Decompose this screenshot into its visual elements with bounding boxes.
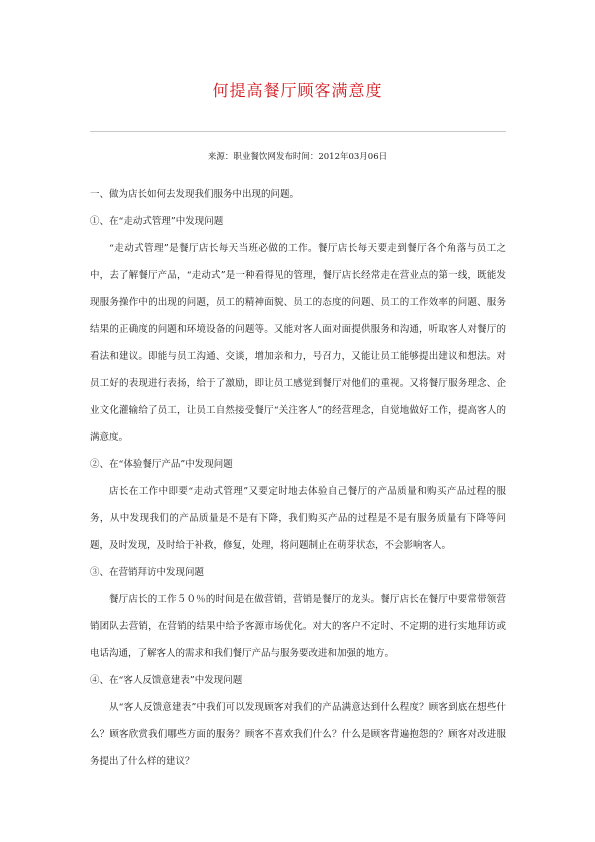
document-body [90,181,506,775]
subsection-heading: ②、在“体验餐厅产品”中发现问题 [90,459,233,470]
subsection-heading: ③、在营销拜访中发现问题 [90,567,205,578]
page-title: 何提高餐厅顾客满意度 [212,81,383,100]
section-heading: 一、做为店长如何去发现我们服务中出现的问题。 [90,189,300,200]
body-paragraph: 店长在工作中即要“走动式管理”又要定时地去体验自己餐厅的产品质量和购买产品过程的服务，从中发现我们的产品质量是不是有下降，我们购买产品的过程是不是有服务质量有下降等问题，及时发现，及时给于补救，修复，处理，将问题制止在萌芽状态，不会影响客人。 [90,486,506,551]
body-paragraph: 餐厅店长的工作５０％的时间是在做营销，营销是餐厅的龙头。餐厅店长在餐厅中要常带领营销团队去营销，在营销的结果中给予客源市场优化。对大的客户不定时、不定期的进行实地拜访或电话沟通，了解客人的需求和我们餐厅产品与服务要改进和加强的地方。 [90,594,506,659]
subsection-heading: ④、在“客人反馈意建表”中发现问题 [90,675,243,686]
title-divider [90,131,506,132]
source-line: 来源：职业餐饮网发布时间：2012年03月06日 [207,152,388,162]
body-paragraph: 从“客人反馈意建表”中我们可以发现顾客对我们的产品满意达到什么程度？顾客到底在想些什么？顾客欣赏我们哪些方面的服务？顾客不喜欢我们什么？什么是顾客背遍抱怨的？顾客对改进服务提出了什么样的建议？ [90,702,506,767]
subsection-heading: ①、在“走动式管理”中发现问题 [90,216,224,227]
body-paragraph: “走动式管理”是餐厅店长每天当班必做的工作。餐厅店长每天要走到餐厅各个角落与员工之中，去了解餐厅产品，“走动式”是一种看得见的管理，餐厅店长经常走在营业点的第一线，既能发现服务操作中的出现的问题，员工的精神面貌、员工的态度的问题、员工的工作效率的问题、服务结果的正确度的问题和环境设备的问题等。又能对客人面对面提供服务和沟通，听取客人对餐厅的看法和建议。即能与员工沟通、交谈，增加亲和力，号召力，又能让员工能够提出建议和想法。对员工好的表现进行表扬，给于了激励，即让员工感觉到餐厅对他们的重视。又将餐厅服务理念、企业文化灌输给了员工，让员工自然接受餐厅“关注客人”的经营理念，自觉地做好工作，提高客人的满意度。 [90,243,506,443]
